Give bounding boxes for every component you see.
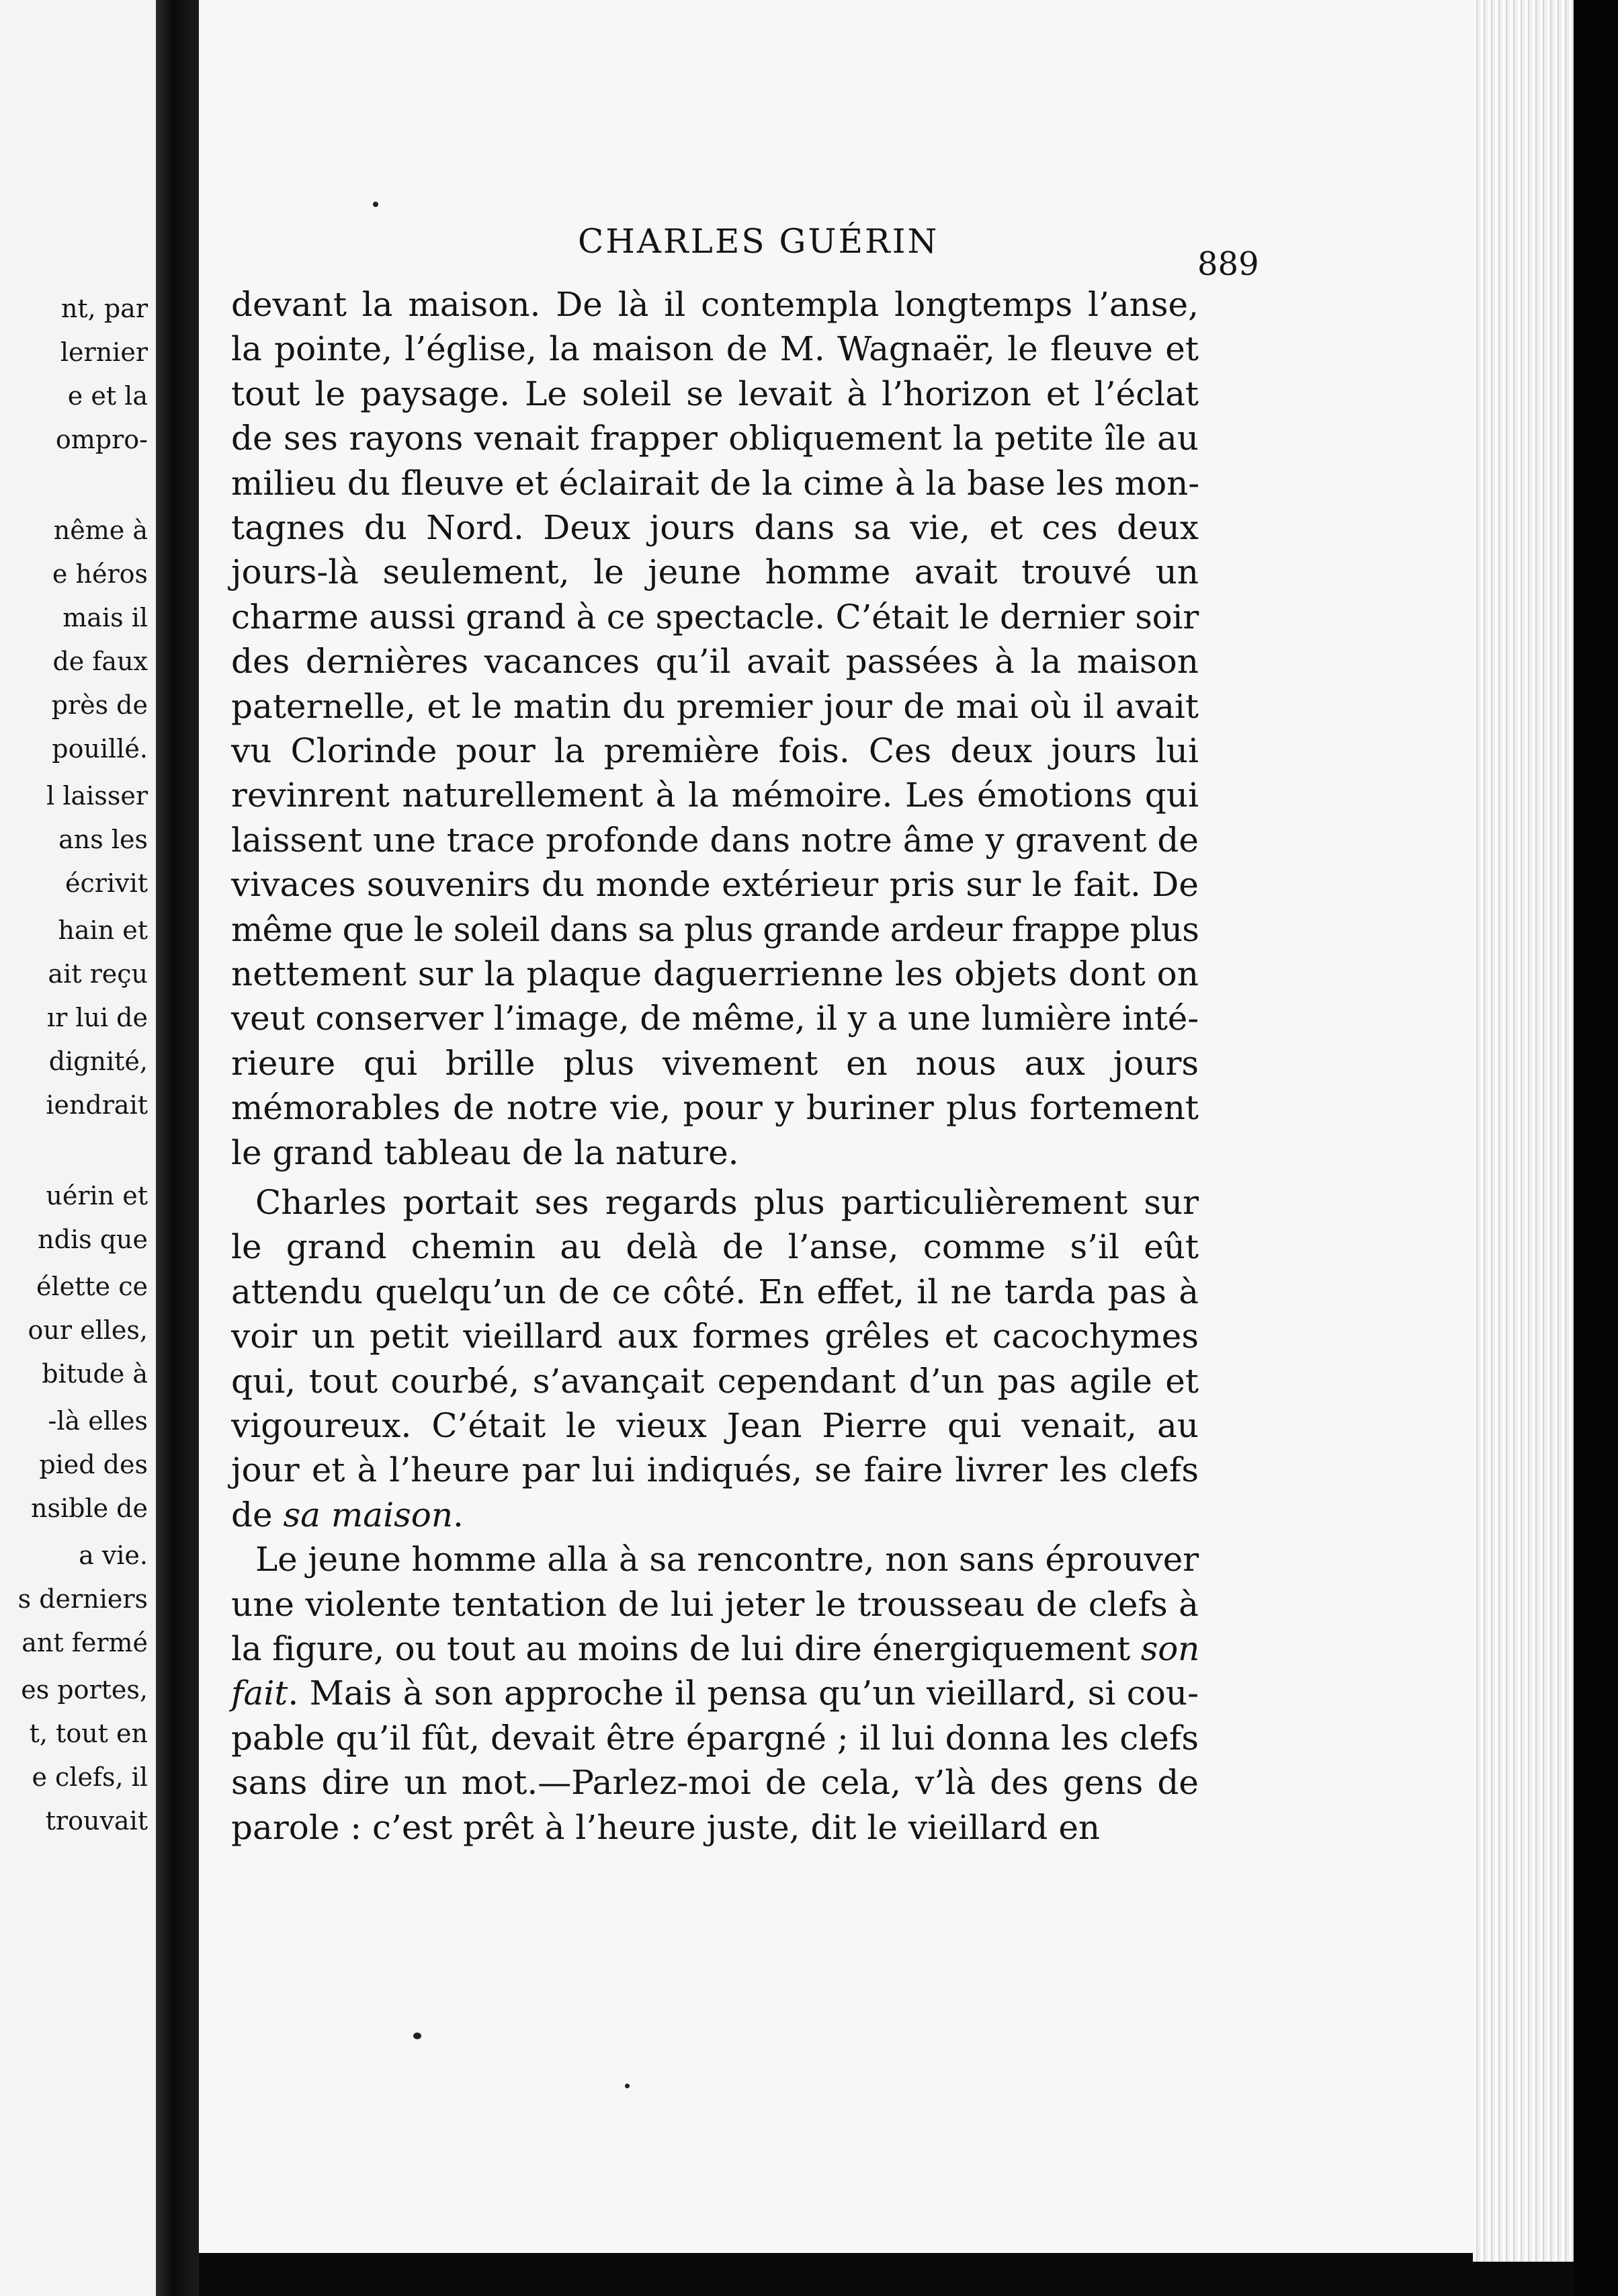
left-page-text-fragment: de faux bbox=[52, 647, 148, 676]
left-page-text-fragment: ompro- bbox=[55, 425, 148, 454]
book-gutter bbox=[156, 0, 199, 2296]
left-page-text-fragment: es portes, bbox=[21, 1675, 148, 1705]
text-line: mémorables de notre vie, pour y buriner plus fortement bbox=[231, 1088, 1199, 1128]
left-page-text-fragment: -là elles bbox=[48, 1406, 148, 1436]
left-page-text-fragment: ans les bbox=[58, 825, 148, 854]
text-line: de ses rayons venait frapper obliquement la petite île au bbox=[231, 419, 1199, 458]
text-line: milieu du fleuve et éclairait de la cime à la base les mon- bbox=[231, 463, 1200, 503]
left-page-text-fragment: uérin et bbox=[46, 1181, 148, 1211]
left-page-text-fragment: our elles, bbox=[28, 1315, 148, 1345]
running-title: CHARLES GUÉRIN bbox=[578, 222, 939, 261]
scan-speck bbox=[413, 2033, 421, 2039]
left-page-text-fragment: hain et bbox=[58, 915, 148, 945]
text-line: pable qu’il fût, devait être épargné ; il lui donna les clefs bbox=[231, 1718, 1199, 1758]
left-page-text-fragment: mais il bbox=[62, 603, 148, 632]
text-line: la pointe, l’église, la maison de M. Wagnaër, le fleuve et bbox=[231, 329, 1199, 369]
text-line: veut conserver l’image, de même, il y a une lumière inté- bbox=[231, 999, 1199, 1038]
left-page-text-fragment: nsible de bbox=[31, 1493, 148, 1523]
left-page-text-fragment: dignité, bbox=[48, 1047, 148, 1076]
text-line: jour et à l’heure par lui indiqués, se faire livrer les clefs bbox=[231, 1450, 1199, 1490]
left-page-text-fragment: élette ce bbox=[36, 1272, 148, 1301]
left-page-text-fragment: s derniers bbox=[17, 1584, 148, 1614]
text-line: laissent une trace profonde dans notre âme y gravent de bbox=[231, 820, 1199, 860]
left-page-text-fragment: ır lui de bbox=[46, 1003, 148, 1032]
page-number: 889 bbox=[1197, 245, 1259, 283]
left-page-text-fragment: t, tout en bbox=[29, 1719, 148, 1748]
text-line: revinrent naturellement à la mémoire. Les émotions qui bbox=[231, 776, 1199, 815]
text-line: nettement sur la plaque daguerrienne les objets dont on bbox=[231, 954, 1199, 993]
text-line: même que le soleil dans sa plus grande ardeur frappe plus bbox=[231, 909, 1199, 949]
text-line: Le jeune homme alla à sa rencontre, non sans éprouver bbox=[255, 1540, 1199, 1580]
text-line: le grand tableau de la nature. bbox=[231, 1133, 739, 1172]
text-line: une violente tentation de lui jeter le trousseau de clefs à bbox=[231, 1584, 1199, 1624]
text-line: rieure qui brille plus vivement en nous aux jours bbox=[231, 1043, 1199, 1083]
left-page-text-fragment: e et la bbox=[67, 381, 148, 411]
left-page-text-fragment: iendrait bbox=[46, 1090, 148, 1120]
left-page-text-fragment: nt, par bbox=[60, 294, 148, 323]
text-line: paternelle, et le matin du premier jour de mai où il avait bbox=[231, 686, 1199, 726]
left-page-text-fragment: a vie. bbox=[79, 1541, 148, 1570]
text-line: vivaces souvenirs du monde extérieur pris sur le fait. De bbox=[231, 865, 1199, 905]
text-line: tout le paysage. Le soleil se levait à l’horizon et l’éclat bbox=[231, 374, 1199, 413]
text-line: qui, tout courbé, s’avançait cependant d’un pas agile et bbox=[231, 1361, 1199, 1401]
text-line: devant la maison. De là il contempla longtemps l’anse, bbox=[231, 285, 1199, 324]
text-line: voir un petit vieillard aux formes grêles et cacochymes bbox=[231, 1317, 1199, 1356]
left-page-fragment bbox=[0, 0, 156, 2296]
left-page-text-fragment: près de bbox=[51, 690, 148, 720]
text-line: des dernières vacances qu’il avait passées à la maison bbox=[231, 642, 1199, 682]
left-page-text-fragment: écrivit bbox=[65, 868, 148, 898]
text-line: le grand chemin au delà de l’anse, comme s’il eût bbox=[231, 1227, 1199, 1267]
left-page-text-fragment: bitude à bbox=[42, 1359, 148, 1389]
left-page-text-fragment: trouvait bbox=[45, 1806, 148, 1836]
text-line: parole : c’est prêt à l’heure juste, dit le vieillard en bbox=[231, 1807, 1101, 1847]
left-page-text-fragment: pouillé. bbox=[52, 734, 148, 764]
text-line: vu Clorinde pour la première fois. Ces deux jours lui bbox=[231, 731, 1199, 770]
left-page-text-fragment: ait reçu bbox=[48, 959, 148, 989]
text-line: sans dire un mot.—Parlez-moi de cela, v’là des gens de bbox=[231, 1763, 1199, 1803]
scan-speck bbox=[373, 202, 378, 207]
text-line: la figure, ou tout au moins de lui dire énergiquement son bbox=[231, 1629, 1200, 1668]
text-line: fait. Mais à son approche il pensa qu’un vieillard, si cou- bbox=[231, 1674, 1199, 1713]
scan-background bbox=[1574, 0, 1618, 2296]
left-page-text-fragment: pied des bbox=[39, 1450, 148, 1479]
text-line: Charles portait ses regards plus particulièrement sur bbox=[255, 1183, 1199, 1222]
text-line: tagnes du Nord. Deux jours dans sa vie, et ces deux bbox=[231, 508, 1199, 547]
left-page-text-fragment: ant fermé bbox=[22, 1628, 148, 1657]
scan-speck bbox=[625, 2084, 630, 2088]
left-page-text-fragment: nême à bbox=[53, 516, 148, 545]
text-line: de sa maison. bbox=[231, 1495, 464, 1534]
left-page-text-fragment: l laisser bbox=[46, 781, 148, 811]
left-page-text-fragment: lernier bbox=[60, 337, 148, 367]
text-line: attendu quelqu’un de ce côté. En effet, il ne tarda pas à bbox=[231, 1272, 1199, 1311]
text-line: vigoureux. C’était le vieux Jean Pierre qui venait, au bbox=[231, 1406, 1199, 1445]
page-edges bbox=[1473, 0, 1574, 2262]
text-line: jours-là seulement, le jeune homme avait trouvé un bbox=[231, 552, 1199, 592]
text-line: charme aussi grand à ce spectacle. C’était le dernier soir bbox=[231, 597, 1199, 637]
left-page-text-fragment: ndis que bbox=[38, 1225, 148, 1254]
left-page-text-fragment: e héros bbox=[52, 559, 148, 589]
left-page-text-fragment: e clefs, il bbox=[32, 1762, 148, 1792]
